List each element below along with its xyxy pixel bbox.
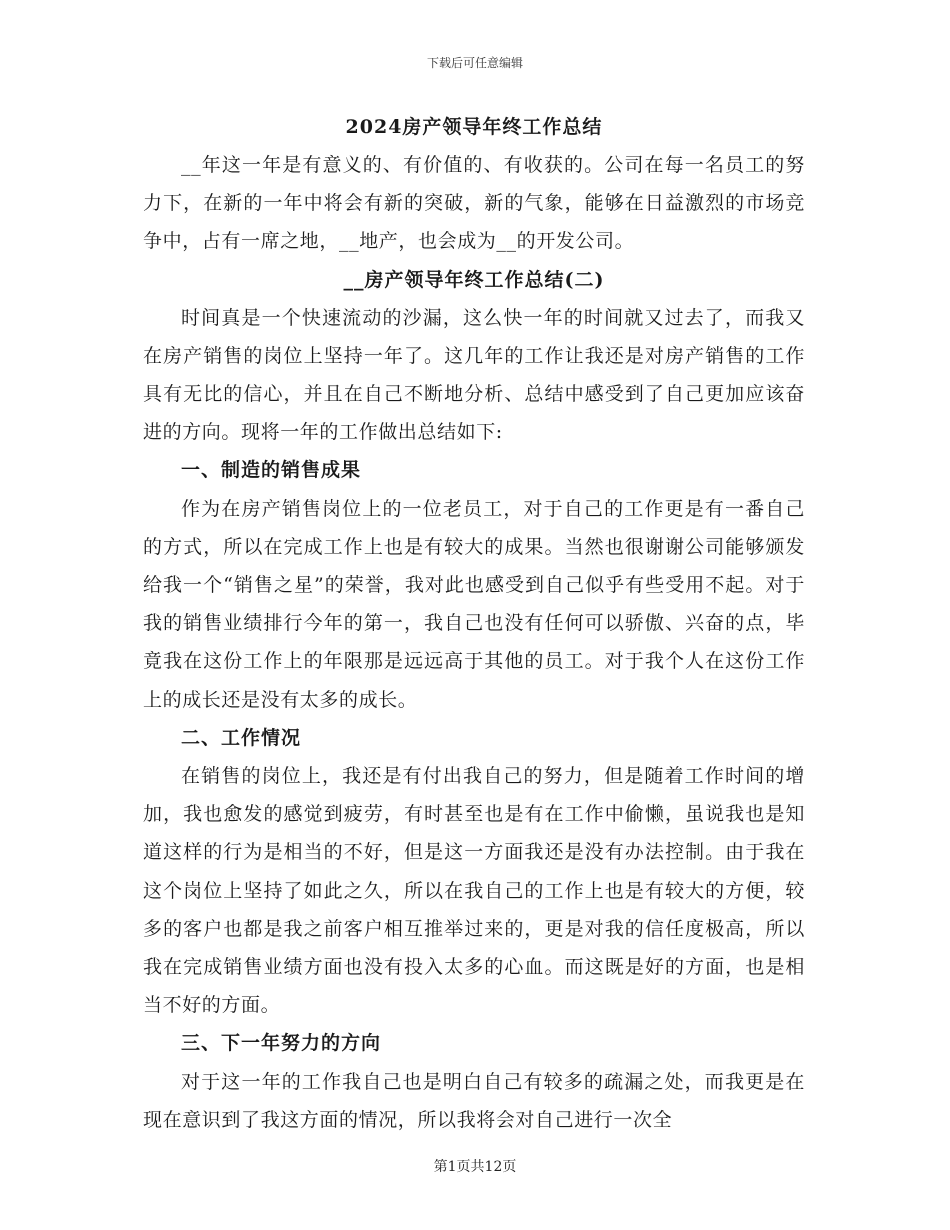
section-heading-3: 三、下一年努力的方向 [181, 1032, 382, 1055]
document-body [143, 108, 805, 1139]
section-paragraph-2: 在销售的岗位上，我还是有付出我自己的努力，但是随着工作时间的增加，我也愈发的感觉到疲劳，有时甚至也是有在工作中偷懒，虽说我也是知道这样的行为是相当的不好，但是这一方面我还是没有办法控制。由于我在这个岗位上坚持了如此之久，所以在我自己的工作上也是有较大的方便，较多的客户也都是我之前客户相互推举过来的，更是对我的信任度极高，所以我在完成销售业绩方面也没有投入太多的心血。而这既是好的方面，也是相当不好的方面。 [143, 765, 805, 1017]
section-paragraph-1: 作为在房产销售岗位上的一位老员工，对于自己的工作更是有一番自己的方式，所以在完成工作上也是有较大的成果。当然也很谢谢公司能够颁发给我一个“销售之星”的荣誉，我对此也感受到自己似乎有些受用不起。对于我的销售业绩排行今年的第一，我自己也没有任何可以骄傲、兴奋的点，毕竟我在这份工作上的年限那是远远高于其他的员工。对于我个人在这份工作上的成长还是没有太多的成长。 [143, 497, 805, 711]
intro-paragraph: __年这一年是有意义的、有价值的、有收获的。公司在每一名员工的努力下，在新的一年中将会有新的突破，新的气象，能够在日益激烈的市场竞争中，占有一席之地，__地产，也会成为__的开发公司。 [143, 154, 805, 253]
section-heading-1: 一、制造的销售成果 [181, 459, 362, 482]
page-number: 第1页共12页 [433, 1159, 517, 1175]
second-title: __房产领导年终工作总结(二) [343, 268, 605, 291]
section-heading-2: 二、工作情况 [181, 726, 302, 749]
document-title: 2024房产领导年终工作总结 [345, 116, 603, 138]
header-note: 下载后可任意编辑 [426, 56, 523, 70]
opening-paragraph: 时间真是一个快速流动的沙漏，这么快一年的时间就又过去了，而我又在房产销售的岗位上坚持一年了。这几年的工作让我还是对房产销售的工作具有无比的信心，并且在自己不断地分析、总结中感受到了自己更加应该奋进的方向。现将一年的工作做出总结如下: [143, 306, 805, 444]
section-paragraph-3: 对于这一年的工作我自己也是明白自己有较多的疏漏之处，而我更是在现在意识到了我这方面的情况，所以我将会对自己进行一次全 [143, 1070, 805, 1131]
